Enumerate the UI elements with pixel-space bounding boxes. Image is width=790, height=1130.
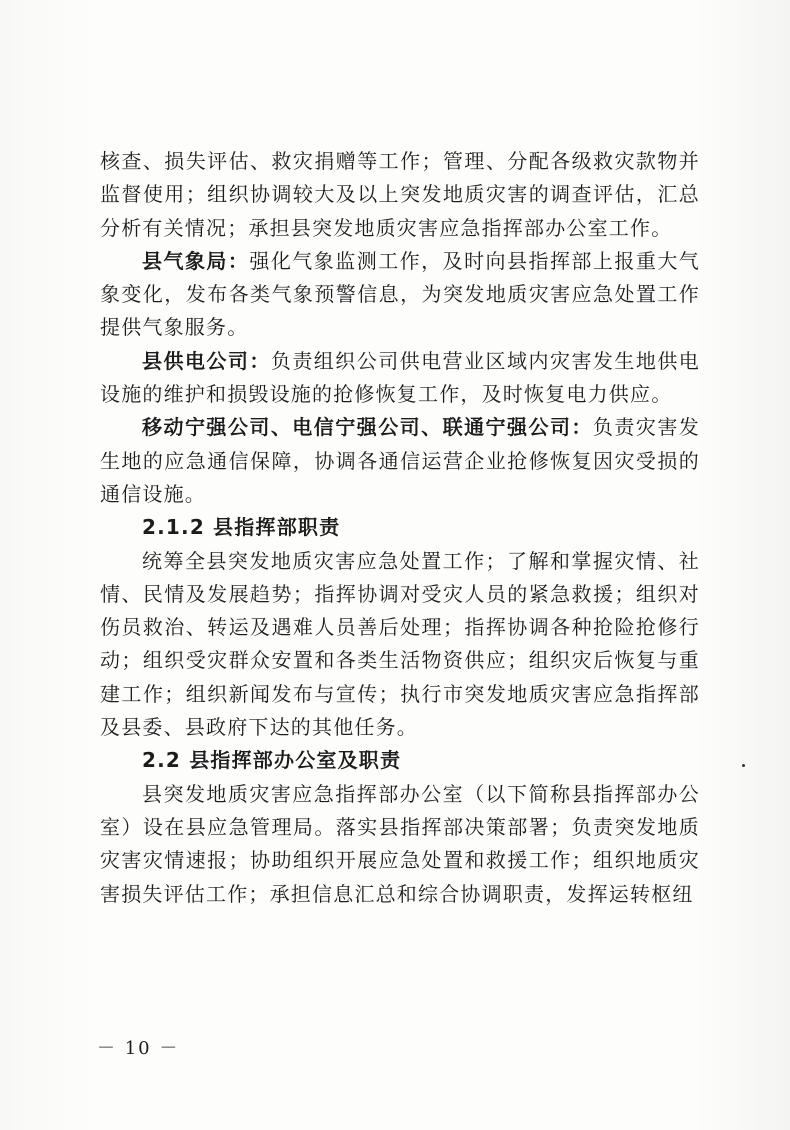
paragraph-continuation [100,145,700,245]
paragraph-command-duties [100,545,700,745]
paragraph-text: 核查、损失评估、救灾捐赠等工作；管理、分配各级救灾款物并监督使用；组织协调较大及以上突发地质灾害的调查评估，汇总分析有关情况；承担县突发地质灾害应急指挥部办公室工作。 [100,149,700,240]
paragraph-office-duties [100,778,700,911]
section-heading-2-1-2: 2.1.2 县指挥部职责 [142,515,341,540]
paragraph-label: 移动宁强公司、电信宁强公司、联通宁强公司： [142,415,593,440]
paragraph-text: 负责组织公司供电营业区域内灾害发生地供电设施的维护和损毁设施的抢修恢复工作，及时恢复电力供应。 [100,348,701,407]
page-number: － 10 － [97,1038,180,1059]
paragraph-text: 强化气象监测工作，及时向县指挥部上报重大气象变化，发布各类气象预警信息，为突发地质灾害应急处置工作提供气象服务。 [100,248,700,340]
paragraph-power-company [100,345,700,412]
paragraph-text: 负责灾害发生地的应急通信保障，协调各通信运营企业抢修恢复因灾受损的通信设施。 [100,415,701,506]
paragraph-label: 县气象局： [142,248,250,273]
paragraph-text: 县突发地质灾害应急指挥部办公室（以下简称县指挥部办公室）设在县应急管理局。落实县指挥部决策部署；负责突发地质灾害灾情速报；协助组织开展应急处置和救援工作；组织地质灾害损失评估工作；承担信息汇总和综合协调职责，发挥运转枢纽 [100,781,700,906]
paragraph-telecom-companies [100,411,700,511]
paragraph-label: 县供电公司： [142,348,271,373]
paragraph-meteorological-bureau [100,245,700,345]
paragraph-text: 统筹全县突发地质灾害应急处置工作；了解和掌握灾情、社情、民情及发展趋势；指挥协调对受灾人员的紧急救援；组织对伤员救治、转运及遇难人员善后处理；指挥协调各种抢险抢修行动；组织受灾群众安置和各类生活物资供应；组织灾后恢复与重建工作；组织新闻发布与宣传；执行市突发地质灾害应急指挥部及县委、县政府下达的其他任务。 [100,548,700,740]
section-heading-2-2: 2.2 县指挥部办公室及职责 [142,748,402,773]
scan-speck [742,764,745,767]
document-body [100,145,700,911]
